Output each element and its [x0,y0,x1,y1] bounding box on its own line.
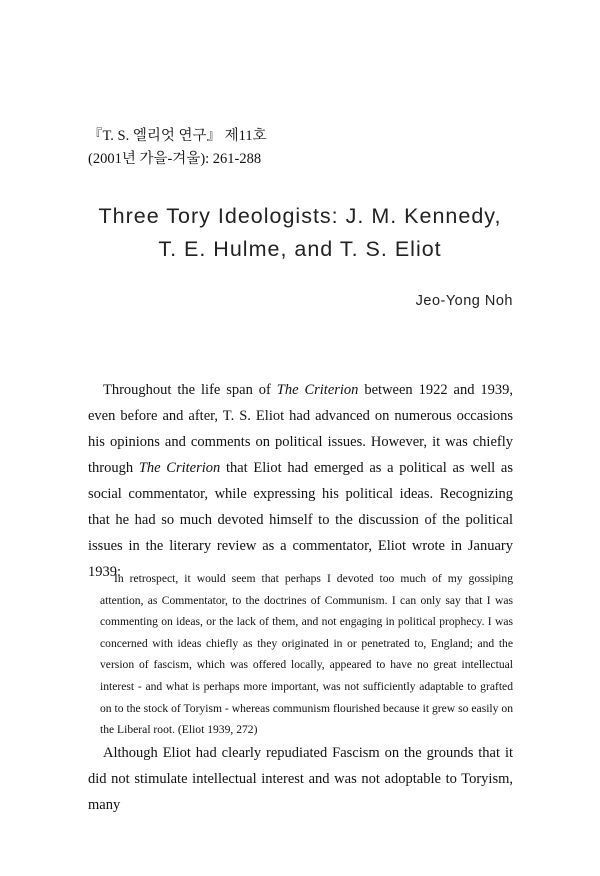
paragraph-1-text-c: that Eliot had emerged as a political as well as social commentator, while expressing his political ideas. Recognizing that he had so much devoted himself to the discussion of the political issues in the literary review as a commentator, Eliot wrote in January 1939: [88,460,513,580]
block-quote: In retrospect, it would seem that perhaps I devoted too much of my gossiping attention, as Commentator, to the doctrines of Communism. I can only say that I was commenting on ideas, or the lack of them, and not engaging in political prophecy. I was concerned with ideas chiefly as they originated in or penetrated to, England; and the version of fascism, which was offered locally, appeared to have no great intellectual interest - and what is perhaps more important, was not sufficiently adaptable to grafted on to the stock of Toryism - whereas communism flourished because it grew so easily on the Liberal root. (Eliot 1939, 272) [100,572,513,737]
journal-name-italic: The Criterion [138,460,221,476]
paragraph-1-text-a: Throughout the life span of [103,382,277,398]
article-title [0,200,600,266]
article-title-line-1: Three Tory Ideologists: J. M. Kennedy, [98,204,502,228]
journal-name-italic: The Criterion [276,382,359,398]
journal-date-pages: (2001년 가을-겨울): 261-288 [88,151,262,167]
body-paragraph-1 [88,377,513,585]
journal-title-issue: 『T. S. 엘리엇 연구』 제11호 [88,128,267,144]
paragraph-1-text-b: between 1922 and 1939, even before and after, T. S. Eliot had advanced on numerous occasions his opinions and comments on political issues. However, it was chiefly through [88,382,513,476]
article-title-line-2: T. E. Hulme, and T. S. Eliot [158,237,442,261]
journal-citation [88,125,267,171]
body-paragraph-2: Although Eliot had clearly repudiated Fascism on the grounds that it did not stimulate intellectual interest and was not adoptable to Toryism, many [88,745,513,813]
author-name: Jeo-Yong Noh [415,293,513,309]
